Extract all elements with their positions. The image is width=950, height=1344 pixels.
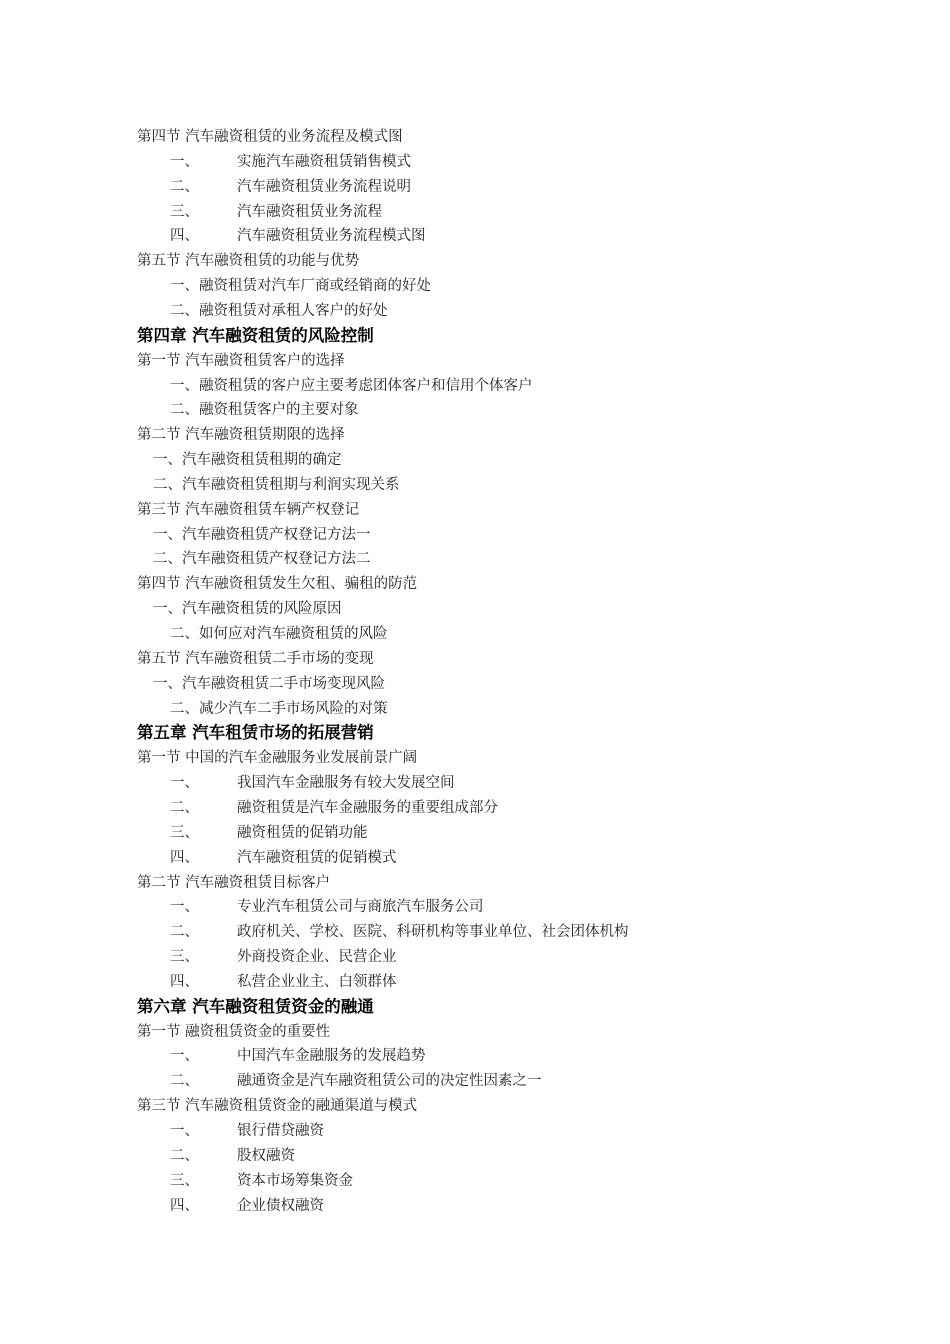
toc-section-heading [0, 249, 950, 273]
toc-item [0, 846, 950, 870]
toc-item-number: 三、 [170, 1172, 199, 1189]
toc-item [0, 150, 950, 174]
toc-entry-text: 一、融资租赁对汽车厂商或经销商的好处 [170, 278, 431, 295]
toc-item [0, 1194, 950, 1218]
toc-entry-text: 第二节 汽车融资租赁目标客户 [137, 874, 331, 891]
toc-item [0, 398, 950, 422]
toc-item-text: 专业汽车租赁公司与商旅汽车服务公司 [237, 899, 484, 916]
toc-item-text: 汽车融资租赁的促销模式 [237, 849, 397, 866]
toc-item-text: 我国汽车金融服务有较大发展空间 [237, 775, 455, 792]
toc-section-heading [0, 1094, 950, 1118]
toc-item-number: 二、 [170, 1147, 199, 1164]
toc-item-text: 融资租赁是汽车金融服务的重要组成部分 [237, 799, 498, 816]
toc-entry-text: 第四章 汽车融资租赁的风险控制 [137, 325, 374, 345]
toc-item [0, 448, 950, 472]
toc-item-number: 一、 [170, 153, 199, 170]
toc-entry-text: 第四节 汽车融资租赁的业务流程及模式图 [137, 129, 403, 145]
toc-section-heading [0, 746, 950, 770]
toc-item-text: 汽车融资租赁业务流程 [237, 203, 382, 220]
toc-item [0, 895, 950, 919]
toc-item-number: 三、 [170, 203, 199, 220]
toc-section-heading [0, 423, 950, 447]
toc-entry-text: 第五章 汽车租赁市场的拓展营销 [137, 723, 374, 743]
toc-item-number: 四、 [170, 849, 199, 866]
toc-entry-text: 第一节 中国的汽车金融服务业发展前景广阔 [137, 750, 418, 767]
toc-item-number: 一、 [170, 1048, 199, 1065]
toc-entry-text: 二、如何应对汽车融资租赁的风险 [170, 626, 388, 642]
toc-item [0, 697, 950, 721]
toc-item [0, 374, 950, 398]
toc-item-number: 四、 [170, 1197, 199, 1214]
toc-section-heading [0, 1020, 950, 1044]
toc-entry-text: 二、融资租赁客户的主要对象 [170, 402, 359, 419]
toc-item-number: 一、 [170, 899, 199, 916]
toc-item-number: 三、 [170, 949, 199, 966]
toc-section-heading [0, 498, 950, 522]
toc-item-number: 一、 [170, 1123, 199, 1139]
toc-item [0, 224, 950, 248]
toc-item-text: 银行借贷融资 [237, 1123, 324, 1139]
toc-item [0, 771, 950, 795]
toc-entry-text: 二、汽车融资租赁租期与利润实现关系 [153, 476, 400, 493]
toc-chapter-heading [0, 324, 950, 348]
toc-item-number: 二、 [170, 178, 199, 195]
toc-entry-text: 一、汽车融资租赁产权登记方法一 [153, 526, 371, 543]
toc-item [0, 299, 950, 323]
toc-entry-text: 第二节 汽车融资租赁期限的选择 [137, 427, 345, 444]
toc-item-number: 二、 [170, 1073, 199, 1090]
toc-item [0, 175, 950, 199]
toc-item-text: 股权融资 [237, 1147, 295, 1164]
toc-item [0, 1169, 950, 1193]
toc-item [0, 547, 950, 571]
toc-entry-text: 二、融资租赁对承租人客户的好处 [170, 302, 388, 319]
toc-item-text: 资本市场筹集资金 [237, 1172, 353, 1189]
toc-entry-text: 第六章 汽车融资租赁资金的融通 [137, 996, 374, 1016]
toc-item [0, 523, 950, 547]
toc-item-text: 融资租赁的促销功能 [237, 824, 368, 841]
toc-item [0, 796, 950, 820]
toc-item-number: 四、 [170, 228, 199, 245]
toc-item-text: 汽车融资租赁业务流程说明 [237, 178, 411, 195]
toc-entry-text: 第一节 融资租赁资金的重要性 [137, 1023, 331, 1040]
toc-item [0, 473, 950, 497]
toc-item-text: 中国汽车金融服务的发展趋势 [237, 1048, 426, 1065]
toc-item-number: 一、 [170, 775, 199, 792]
toc-chapter-heading [0, 995, 950, 1019]
toc-item [0, 1069, 950, 1093]
toc-entry-text: 二、汽车融资租赁产权登记方法二 [153, 551, 371, 568]
toc-entry-text: 第一节 汽车融资租赁客户的选择 [137, 352, 345, 369]
toc-item-text: 政府机关、学校、医院、科研机构等事业单位、社会团体机构 [237, 924, 629, 941]
toc-item-text: 企业债权融资 [237, 1197, 324, 1214]
toc-entry-text: 一、汽车融资租赁租期的确定 [153, 452, 342, 469]
toc-item-number: 二、 [170, 924, 199, 941]
toc-section-heading [0, 125, 950, 149]
toc-entry-text: 第三节 汽车融资租赁资金的融通渠道与模式 [137, 1098, 418, 1115]
toc-item [0, 1144, 950, 1168]
toc-item-text: 实施汽车融资租赁销售模式 [237, 153, 411, 170]
toc-entry-text: 一、汽车融资租赁二手市场变现风险 [153, 675, 385, 692]
toc-entry-text: 第四节 汽车融资租赁发生欠租、骗租的防范 [137, 576, 418, 593]
toc-item-number: 四、 [170, 973, 199, 990]
toc-item [0, 200, 950, 224]
toc-item [0, 672, 950, 696]
toc-item [0, 622, 950, 646]
toc-section-heading [0, 647, 950, 671]
toc-item [0, 945, 950, 969]
toc-item [0, 1119, 950, 1143]
toc-item-text: 私营企业业主、白领群体 [237, 973, 397, 990]
toc-item [0, 970, 950, 994]
toc-entry-text: 一、融资租赁的客户应主要考虑团体客户和信用个体客户 [170, 377, 533, 394]
toc-item-text: 汽车融资租赁业务流程模式图 [237, 228, 426, 245]
toc-entry-text: 第五节 汽车融资租赁二手市场的变现 [137, 650, 374, 667]
toc-entry-text: 一、汽车融资租赁的风险原因 [153, 601, 342, 618]
toc-section-heading [0, 349, 950, 373]
toc-section-heading [0, 871, 950, 895]
toc-item [0, 1044, 950, 1068]
toc-item [0, 274, 950, 298]
toc-item-number: 二、 [170, 799, 199, 816]
toc-entry-text: 第五节 汽车融资租赁的功能与优势 [137, 253, 360, 270]
toc-entry-text: 二、减少汽车二手市场风险的对策 [170, 700, 388, 717]
toc-item-text: 融通资金是汽车融资租赁公司的决定性因素之一 [237, 1073, 542, 1090]
toc-entry-text: 第三节 汽车融资租赁车辆产权登记 [137, 501, 360, 518]
toc-item-text: 外商投资企业、民营企业 [237, 949, 397, 966]
toc-item [0, 821, 950, 845]
toc-item [0, 920, 950, 944]
toc-section-heading [0, 572, 950, 596]
toc-item-number: 三、 [170, 824, 199, 841]
toc-item [0, 597, 950, 621]
toc-chapter-heading [0, 721, 950, 745]
